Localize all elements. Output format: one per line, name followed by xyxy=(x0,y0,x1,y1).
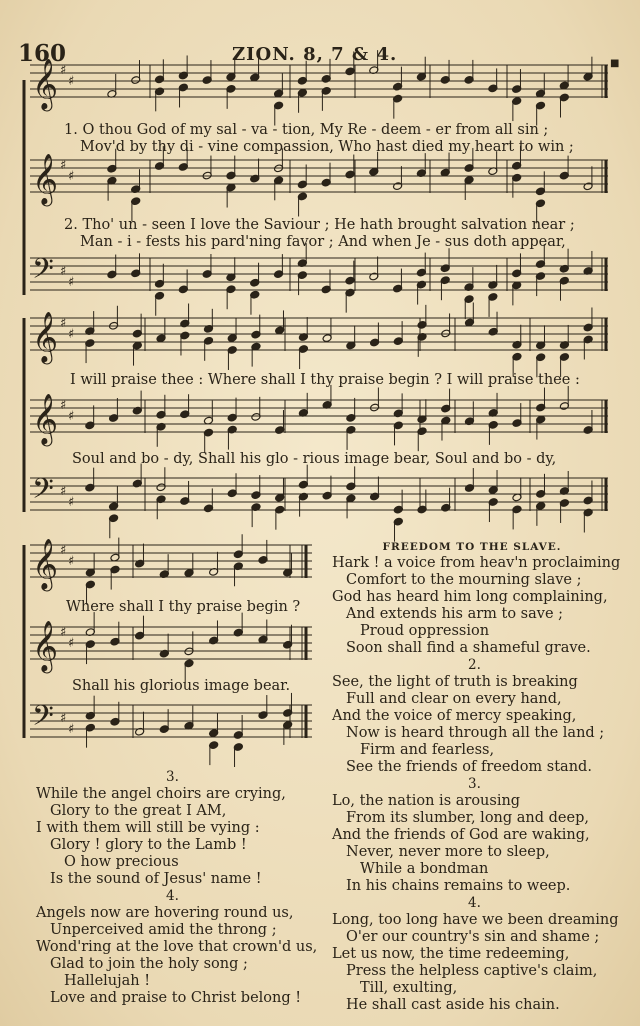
verse-line: I with them will still be vying : xyxy=(36,820,260,836)
verse-line: While the angel choirs are crying, xyxy=(36,786,286,802)
verse-line: Lo, the nation is arousing xyxy=(332,793,521,809)
treble-staff xyxy=(30,621,312,674)
treble-clef-icon: 𝄞 xyxy=(32,620,59,672)
sharp-icon: ♯ xyxy=(68,554,75,569)
verse-line: Angels now are hovering round us, xyxy=(36,905,294,921)
lyric-system2-alto: Soul and bo - dy, Shall his glo - rious image bear, Soul and bo - dy, xyxy=(72,451,557,467)
poem-title: FREEDOM TO THE SLAVE. xyxy=(382,541,562,553)
verse-line: Love and praise to Christ belong ! xyxy=(50,990,302,1006)
verse-line: O'er our country's sin and shame ; xyxy=(346,929,600,945)
verse-line: Never, never more to sleep, xyxy=(346,844,550,860)
lyric-system2-treble: I will praise thee : Where shall I thy praise begin ? I will praise thee : xyxy=(70,372,580,388)
treble-staff xyxy=(30,59,608,112)
verse-line: While a bondman xyxy=(360,861,489,877)
sharp-icon: ♯ xyxy=(68,495,75,510)
sharp-icon: ♯ xyxy=(68,327,75,342)
verse-line: Glad to join the holy song ; xyxy=(50,956,248,972)
verse-line: Soon shall find a shameful grave. xyxy=(346,640,591,656)
verse-line: God has heard him long complaining, xyxy=(332,589,608,605)
verse-line: Unperceived amid the throng ; xyxy=(50,922,277,938)
sharp-icon: ♯ xyxy=(68,722,75,737)
verse-line: And the voice of mercy speaking, xyxy=(332,708,577,724)
verse-line: And the friends of God are waking, xyxy=(332,827,590,843)
lyric-verse1-line1: 1. O thou God of my sal - va - tion, My Re - deem - er from all sin ; xyxy=(64,122,549,138)
verse-line: From its slumber, long and deep, xyxy=(346,810,589,826)
stanza-number: 2. xyxy=(468,657,481,673)
treble-staff xyxy=(30,154,608,207)
verse-line: Is the sound of Jesus' name ! xyxy=(50,871,262,887)
verse-line: He shall cast aside his chain. xyxy=(346,997,560,1013)
verse-line: Glory to the great I AM, xyxy=(50,803,227,819)
sharp-icon: ♯ xyxy=(68,74,75,89)
sharp-icon: ♯ xyxy=(60,624,67,640)
verse-line: Hallelujah ! xyxy=(64,973,151,989)
verse-line: Till, exulting, xyxy=(360,980,458,996)
lyric-system3-alto: Shall his glorious image bear. xyxy=(72,678,291,694)
sharp-icon: ♯ xyxy=(60,62,67,78)
treble-clef-icon: 𝄞 xyxy=(32,153,59,205)
verse-line: Comfort to the mourning slave ; xyxy=(346,572,582,588)
verse-line: Firm and fearless, xyxy=(360,742,495,758)
poem-left-column xyxy=(30,769,318,1007)
bass-clef-icon: 𝄢 xyxy=(32,699,54,740)
stanza-number: 4. xyxy=(166,888,179,904)
corner-mark-icon: ■ xyxy=(610,58,620,69)
lyric-verse2-line1: 2. Tho' un - seen I love the Saviour ; He hath brought salvation near ; xyxy=(64,217,575,233)
stanza-number: 3. xyxy=(166,769,179,785)
verse-line: See, the light of truth is breaking xyxy=(332,674,578,690)
verse-line: And extends his arm to save ; xyxy=(346,606,564,622)
treble-clef-icon: 𝄞 xyxy=(32,538,59,590)
verse-line: Wond'ring at the love that crown'd us, xyxy=(36,939,318,955)
verse-line: Full and clear on every hand, xyxy=(346,691,562,707)
treble-staff xyxy=(30,539,312,592)
poem-right-column xyxy=(332,555,621,1014)
verse-line: Let us now, the time redeeming, xyxy=(332,946,570,962)
sharp-icon: ♯ xyxy=(60,397,67,413)
sharp-icon: ♯ xyxy=(68,636,75,651)
sharp-icon: ♯ xyxy=(68,169,75,184)
stanza-number: 3. xyxy=(468,776,481,792)
verse-line: Hark ! a voice from heav'n proclaiming xyxy=(332,555,621,571)
sharp-icon: ♯ xyxy=(68,275,75,290)
bass-clef-icon: 𝄢 xyxy=(32,472,54,513)
verse-line: Proud oppression xyxy=(360,623,490,639)
stanza-number: 4. xyxy=(468,895,481,911)
verse-line: Now is heard through all the land ; xyxy=(346,725,605,741)
verse-line: O how precious xyxy=(64,854,179,870)
sharp-icon: ♯ xyxy=(60,710,67,726)
lyric-verse1-line2: Mov'd by thy di - vine compassion, Who hast died my heart to win ; xyxy=(80,139,574,155)
treble-clef-icon: 𝄞 xyxy=(32,393,59,445)
treble-clef-icon: 𝄞 xyxy=(32,58,59,110)
sharp-icon: ♯ xyxy=(60,315,67,331)
hymn-title: ZION. 8, 7 & 4. xyxy=(232,44,398,65)
bass-staff xyxy=(30,700,312,740)
sharp-icon: ♯ xyxy=(60,542,67,558)
verse-line: Press the helpless captive's claim, xyxy=(346,963,598,979)
sharp-icon: ♯ xyxy=(60,263,67,279)
treble-clef-icon: 𝄞 xyxy=(32,311,59,363)
lyric-verse2-line2: Man - i - fests his pard'ning favor ; And when Je - sus doth appear, xyxy=(80,234,566,250)
verse-line: Glory ! glory to the Lamb ! xyxy=(50,837,247,853)
sharp-icon: ♯ xyxy=(60,483,67,499)
bass-clef-icon: 𝄢 xyxy=(32,252,54,293)
verse-line: In his chains remains to weep. xyxy=(346,878,571,894)
verse-line: See the friends of freedom stand. xyxy=(346,759,592,775)
verse-line: Long, too long have we been dreaming xyxy=(332,912,619,928)
page-number: 160 xyxy=(18,40,67,67)
lyric-system3-treble: Where shall I thy praise begin ? xyxy=(66,599,301,615)
sharp-icon: ♯ xyxy=(68,409,75,424)
sharp-icon: ♯ xyxy=(60,157,67,173)
